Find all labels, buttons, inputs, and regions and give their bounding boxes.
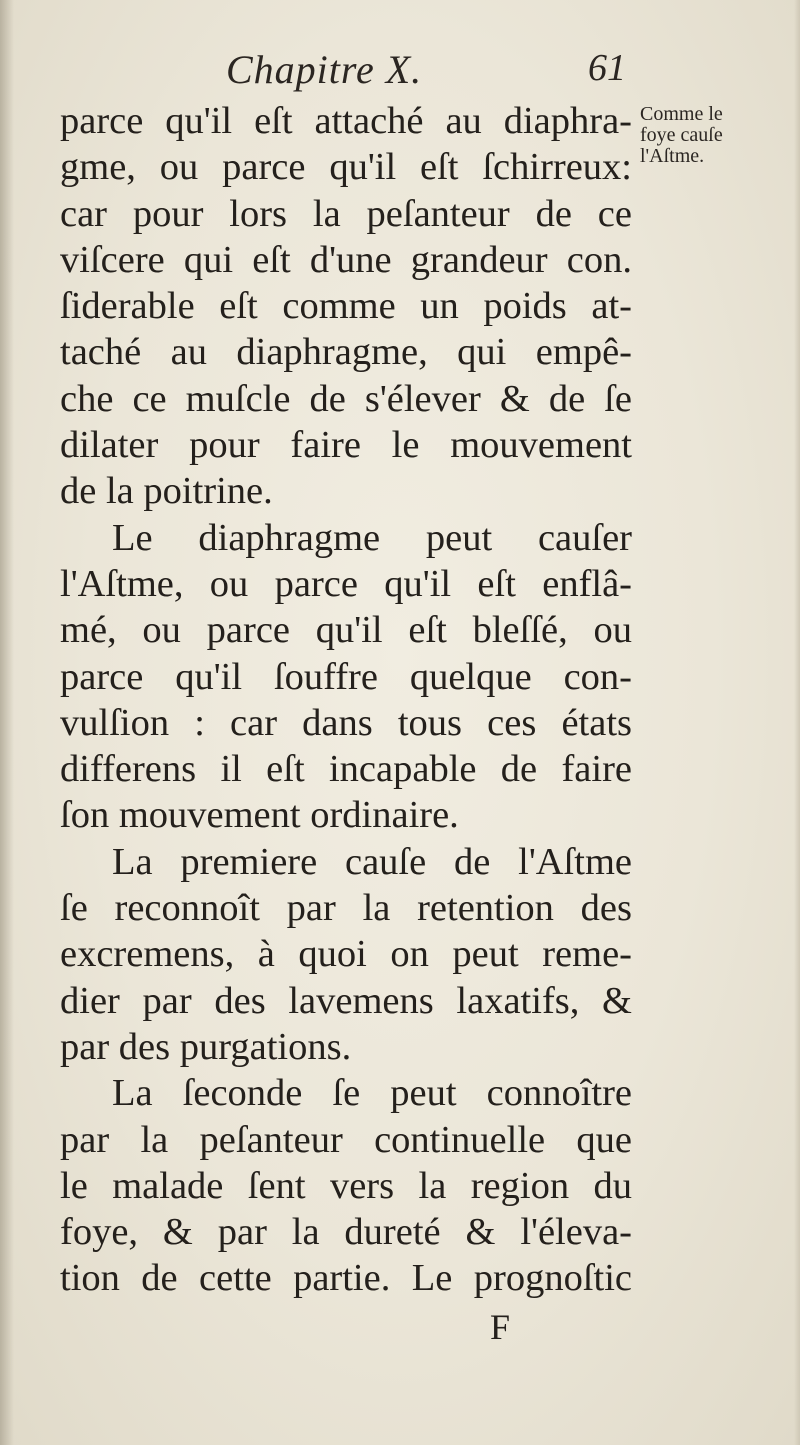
text-line: mé, ou parce qu'il eſt bleſſé, ou	[60, 609, 632, 652]
text-line: viſcere qui eſt d'une grandeur con.	[60, 238, 632, 281]
margin-note	[640, 104, 790, 167]
text-line: dilater pour faire le mouvement	[60, 424, 632, 467]
text-line: l'Aſtme, ou parce qu'il eſt enflâ-	[60, 562, 632, 605]
text-line: vulſion : car dans tous ces états	[60, 701, 632, 744]
body-text	[60, 98, 632, 1302]
text-line: foye, & par la dureté & l'éleva-	[60, 1211, 632, 1254]
running-head	[60, 46, 630, 96]
text-line: parce qu'il eſt attaché au diaphra-	[60, 100, 632, 142]
text-line: parce qu'il ſouffre quelque con-	[60, 655, 632, 698]
margin-note-line: foye cauſe	[640, 124, 723, 146]
text-line: car pour lors la peſanteur de ce	[60, 192, 632, 235]
paragraph-start-line: La ſeconde ſe peut connoître	[112, 1072, 632, 1115]
paragraph-start-line: La premiere cauſe de l'Aſtme	[112, 840, 632, 883]
text-line: par la peſanteur continuelle que	[60, 1118, 632, 1161]
paragraph-start-line: Le diaphragme peut cauſer	[112, 516, 632, 559]
text-line: le malade ſent vers la region du	[60, 1164, 632, 1207]
text-line: gme, ou parce qu'il eſt ſchirreux:	[60, 146, 632, 189]
text-line: ſe reconnoît par la retention des	[60, 887, 632, 930]
text-line: che ce muſcle de s'élever & de ſe	[60, 377, 632, 420]
text-line: ſon mouvement ordinaire.	[60, 794, 459, 837]
text-line: dier par des lavemens laxatifs, &	[60, 979, 632, 1022]
text-line: differens il eſt incapable de faire	[60, 748, 632, 791]
margin-note-line: l'Aſtme.	[640, 145, 705, 167]
text-line: tion de cette partie. Le prognoſtic	[60, 1257, 632, 1300]
signature-mark: F	[490, 1307, 511, 1347]
chapter-title: Chapitre X.	[226, 47, 423, 92]
margin-note-line: Comme le	[640, 103, 723, 125]
text-line: de la poitrine.	[60, 470, 273, 513]
text-line: excremens, à quoi on peut reme-	[60, 933, 632, 976]
text-line: par des purgations.	[60, 1025, 352, 1068]
page-number: 61	[588, 47, 626, 89]
text-line: taché au diaphragme, qui empê-	[60, 331, 632, 374]
text-line: ſiderable eſt comme un poids at-	[60, 285, 632, 328]
